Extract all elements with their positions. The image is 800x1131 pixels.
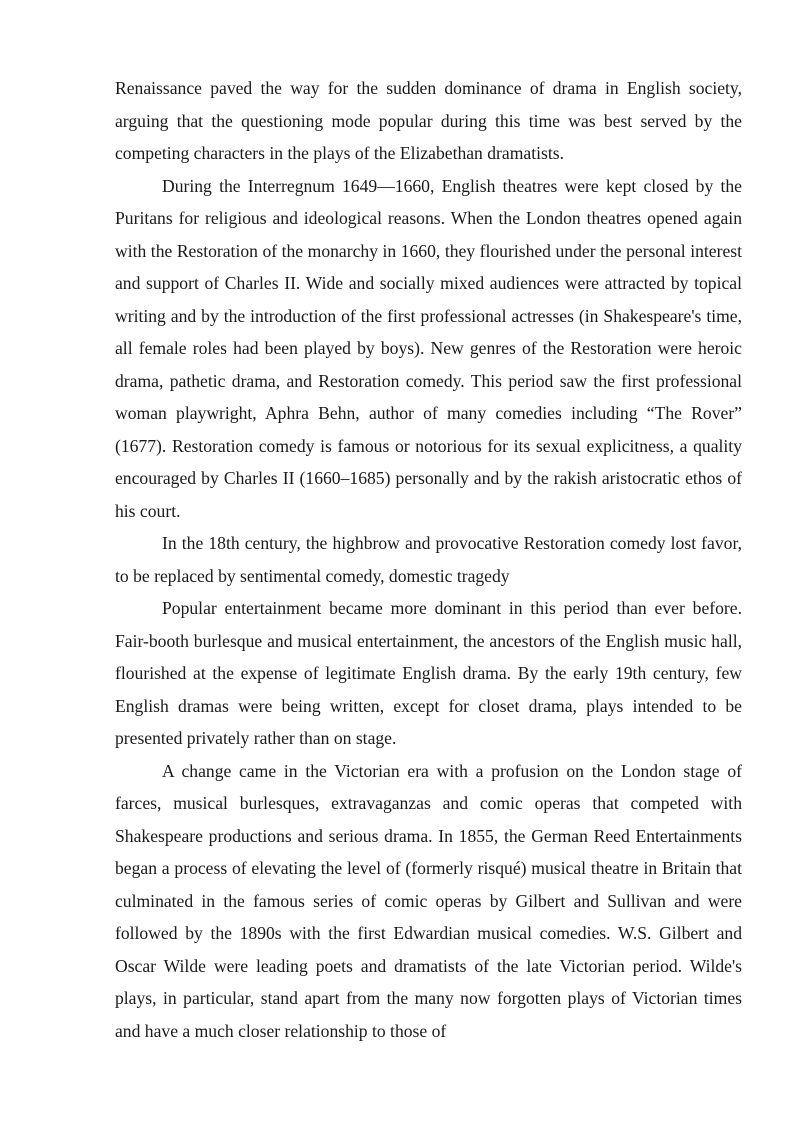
paragraph-popular-entertainment: Popular entertainment became more dominant in this period than ever before. Fair-booth burlesque and musical entertainment, the ancestors of the English music hall, flourished at the expense of legitimate English drama. By the early 19th century, few English dramas were being written, except for closet drama, plays intended to be presented privately rather than on stage. <box>115 598 742 748</box>
paragraph-victorian-era: A change came in the Victorian era with a profusion on the London stage of farces, musical burlesques, extravaganzas and comic operas that competed with Shakespeare productions and serious drama. In 1855, the German Reed Entertainments began a process of elevating the level of (formerly risqué) musical theatre in Britain that culminated in the famous series of comic operas by Gilbert and Sullivan and were followed by the 1890s with the first Edwardian musical comedies. W.S. Gilbert and Oscar Wilde were leading poets and dramatists of the late Victorian period. Wilde's plays, in particular, stand apart from the many now forgotten plays of Victorian times and have a much closer relationship to those of <box>115 760 742 1041</box>
document-page <box>115 72 742 1047</box>
paragraph-interregnum-restoration: During the Interregnum 1649—1660, English theatres were kept closed by the Puritans for religious and ideological reasons. When the London theatres opened again with the Restoration of the monarchy in 1660, they flourished under the personal interest and support of Charles II. Wide and socially mixed audiences were attracted by topical writing and by the introduction of the first professional actresses (in Shakespeare's time, all female roles had been played by boys). New genres of the Restoration were heroic drama, pathetic drama, and Restoration comedy. This period saw the first professional woman playwright, Aphra Behn, author of many comedies including “The Rover” (1677). Restoration comedy is famous or notorious for its sexual explicitness, a quality encouraged by Charles II (1660–1685) personally and by the rakish aristocratic ethos of his court. <box>115 175 742 521</box>
paragraph-18th-century: In the 18th century, the highbrow and provocative Restoration comedy lost favor, to be replaced by sentimental comedy, domestic tragedy <box>115 533 742 586</box>
paragraph-renaissance: Renaissance paved the way for the sudden dominance of drama in English society, arguing that the questioning mode popular during this time was best served by the competing characters in the plays of the Elizabethan dramatists. <box>115 78 742 163</box>
